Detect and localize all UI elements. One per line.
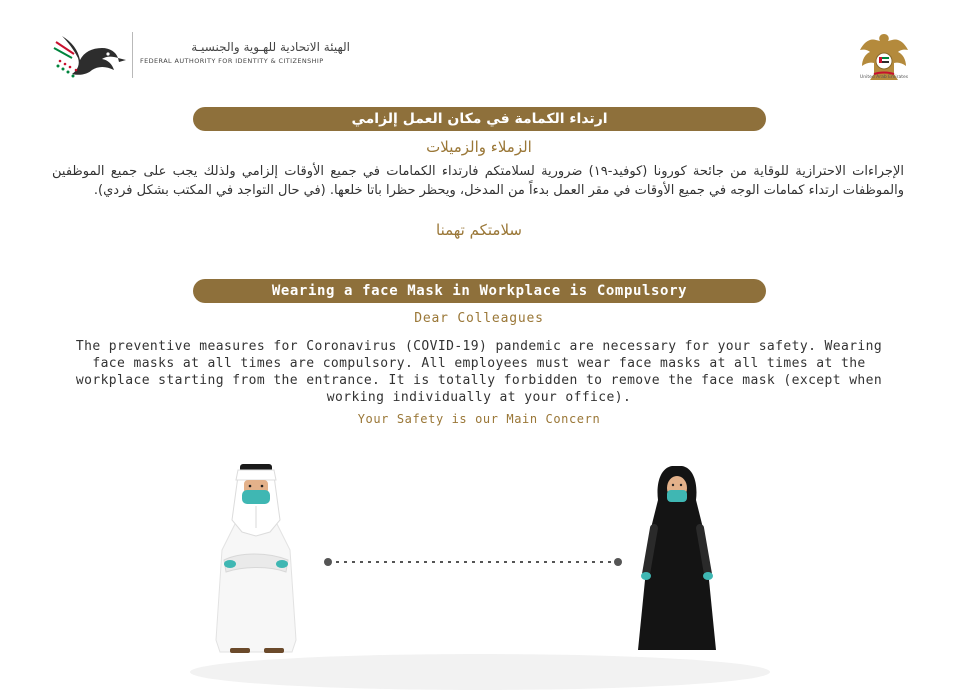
arabic-greeting: الزملاء والزميلات — [426, 138, 532, 156]
arabic-closing: سلامتكم تهمنا — [436, 221, 522, 239]
header-divider — [132, 32, 133, 78]
emblem-caption: United Arab Emirates — [859, 75, 909, 80]
org-name-english: FEDERAL AUTHORITY FOR IDENTITY & CITIZENSHIP — [140, 57, 324, 65]
english-greeting: Dear Colleagues — [414, 311, 544, 326]
english-title-banner: Wearing a face Mask in Workplace is Compulsory — [193, 279, 766, 303]
floor-shadow — [190, 654, 770, 690]
social-distancing-illustration — [160, 440, 800, 690]
falcon-logo-icon — [48, 28, 138, 84]
english-closing: Your Safety is our Main Concern — [357, 412, 601, 426]
arabic-body-text: الإجراءات الاحترازية للوقاية من جائحة كورونا (كوفيد-١٩) ضرورية لسلامتكم فارتداء الكمامات في جميع الأوقات إلزامي ولذلك يجب على جميع الموظفين والموظفات ارتداء كمامات الوجه في جميع الأوقات في مقر العمل بدءاً من المدخل، ويحظر حظرا باتا خلعها. (في حال التواجد في المكتب بشكل فردي). — [52, 164, 904, 198]
man-in-kandura-icon — [216, 464, 296, 653]
arabic-title-banner: ارتداء الكمامة في مكان العمل إلزامي — [193, 107, 766, 131]
distance-line-icon — [324, 558, 622, 566]
woman-in-abaya-icon — [638, 466, 716, 650]
english-body-text: The preventive measures for Coronavirus (COVID-19) pandemic are necessary for your safety. Wearing face masks at all times are compulsory. All employees must wear face masks at all times at the workplace starting from the entrance. It is totally forbidden to remove the face mask (except when working individually at your office). — [75, 339, 883, 405]
org-name-arabic: الهيئة الاتحادية للهـوية والجنسيـة — [191, 40, 350, 54]
